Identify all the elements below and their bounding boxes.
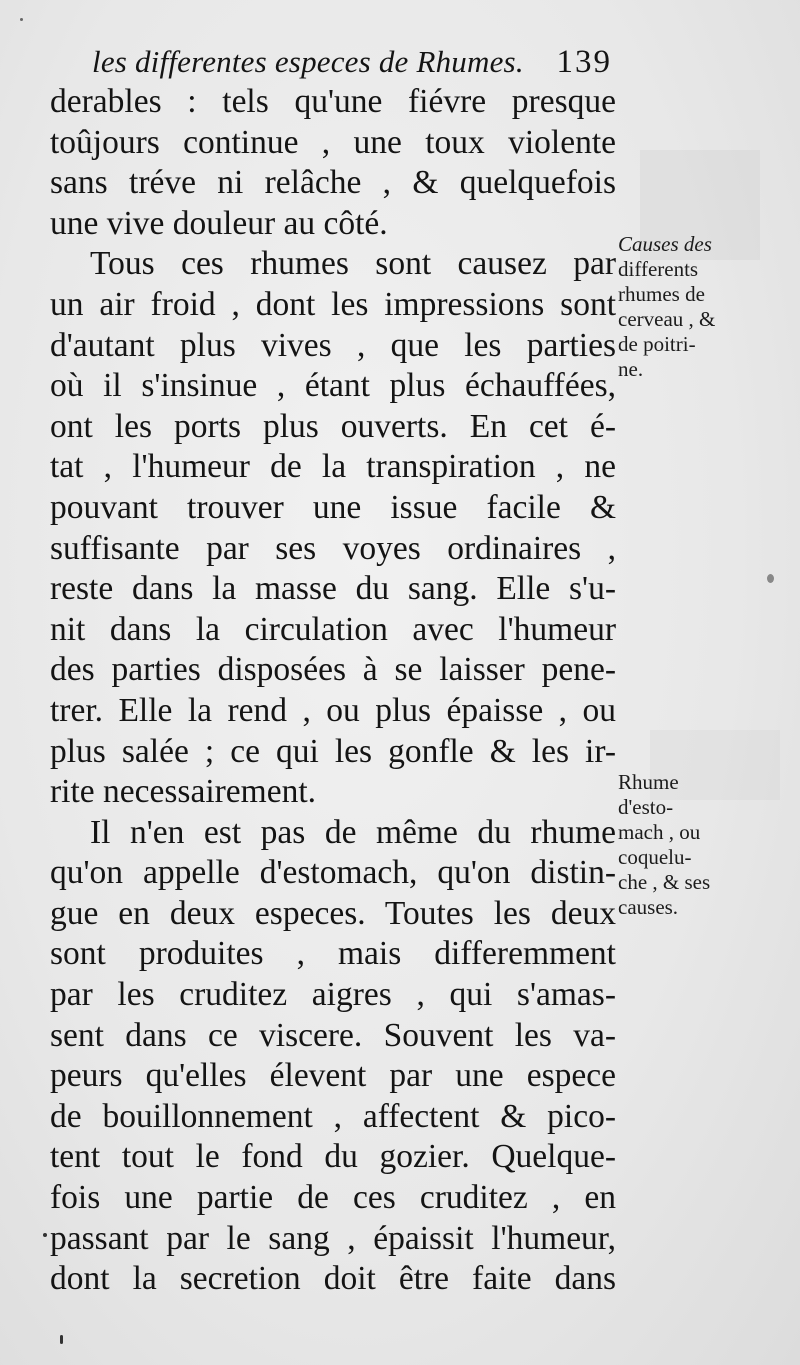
text-line: nit dans la circulation avec l'humeur xyxy=(50,610,616,648)
margin-note-line: Causes des xyxy=(618,232,712,256)
text-line: des parties disposées à se laisser pene- xyxy=(50,651,616,689)
margin-note-rhume-estomach xyxy=(618,770,768,920)
text-line: passant par le sang , épaissit l'humeur, xyxy=(50,1219,616,1257)
text-line: ont les ports plus ouverts. En cet é- xyxy=(50,407,616,445)
text-line: de bouillonnement , affectent & pico- xyxy=(50,1097,616,1135)
text-line: tent tout le fond du gozier. Quelque- xyxy=(50,1138,616,1176)
margin-note-line: che , & ses xyxy=(618,870,711,894)
text-line: sont produites , mais differemment xyxy=(50,935,616,973)
text-line: suffisante par ses voyes ordinaires , xyxy=(50,529,616,567)
text-line: plus salée ; ce qui les gonfle & les ir- xyxy=(50,732,616,770)
paper-speck xyxy=(20,18,23,21)
text-line: où il s'insinue , étant plus échauffées, xyxy=(50,367,616,405)
paragraph-start-line: Tous ces rhumes sont causez par xyxy=(90,245,616,283)
margin-note-line: d'esto- xyxy=(618,795,674,819)
margin-note-line: coquelu- xyxy=(618,845,692,869)
running-head xyxy=(92,44,612,84)
text-line: un air froid , dont les impressions sont xyxy=(50,285,616,323)
text-line: trer. Elle la rend , ou plus épaisse , ou xyxy=(50,691,616,729)
margin-note-line: Rhume xyxy=(618,770,679,794)
text-line: toûjours continue , une toux violente xyxy=(50,123,616,161)
margin-note-line: de poitri- xyxy=(618,332,696,356)
text-line: une vive douleur au côté. xyxy=(50,204,388,242)
margin-note-line: mach , ou xyxy=(618,820,701,844)
text-line: d'autant plus vives , que les parties xyxy=(50,326,616,364)
text-line: qu'on appelle d'estomach, qu'on distin- xyxy=(50,854,616,892)
text-line: peurs qu'elles élevent par une espece xyxy=(50,1057,616,1095)
margin-note-line: cerveau , & xyxy=(618,307,716,331)
running-title: les differentes especes de Rhumes. xyxy=(92,44,524,79)
page-number: 139 xyxy=(556,44,612,80)
text-line: pouvant trouver une issue facile & xyxy=(50,488,616,526)
text-line: rite necessairement. xyxy=(50,773,317,811)
text-line: derables : tels qu'une fiévre presque xyxy=(50,83,616,120)
text-line: sans tréve ni relâche , & quelquefois xyxy=(50,164,616,202)
text-line: reste dans la masse du sang. Elle s'u- xyxy=(50,570,616,608)
paragraph-start-line: Il n'en est pas de même du rhume xyxy=(90,813,616,851)
text-line: fois une partie de ces cruditez , en xyxy=(50,1179,616,1217)
margin-note-causes xyxy=(618,232,768,382)
paper-speck xyxy=(60,1335,63,1344)
body-text xyxy=(50,82,616,1300)
margin-note-line: differents xyxy=(618,257,699,281)
margin-note-line: rhumes de xyxy=(618,282,705,306)
text-line: tat , l'humeur de la transpiration , ne xyxy=(50,448,616,486)
text-line: par les cruditez aigres , qui s'amas- xyxy=(50,976,616,1014)
paper-speck xyxy=(767,574,774,583)
text-line: sent dans ce viscere. Souvent les va- xyxy=(50,1016,616,1054)
paper-speck xyxy=(43,1233,47,1237)
text-line: gue en deux especes. Toutes les deux xyxy=(50,894,616,932)
margin-note-line: ne. xyxy=(618,357,644,381)
text-line: dont la secretion doit être faite dans xyxy=(50,1260,616,1298)
margin-note-line: causes. xyxy=(618,895,679,919)
